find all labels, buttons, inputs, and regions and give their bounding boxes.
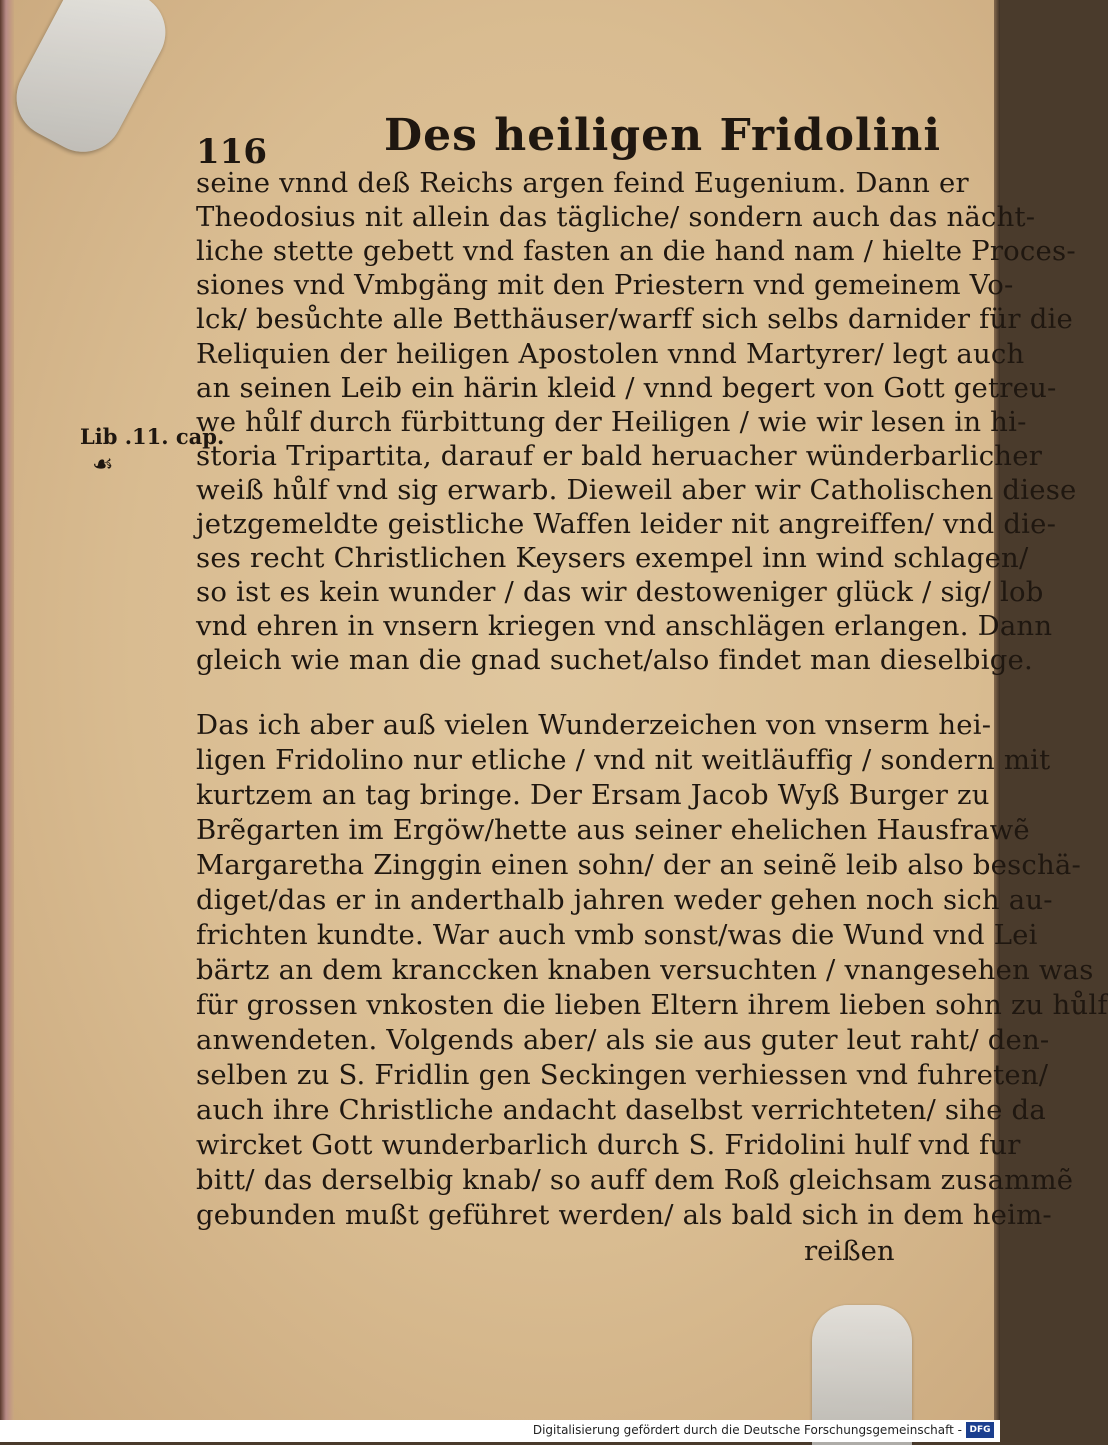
text-line: bärtz an dem kranccken knaben versuchten / vnangesehen was	[196, 954, 1094, 986]
text-line: wircket Gott wunderbarlich durch S. Fridolini hulf vnd fur	[196, 1129, 1021, 1161]
text-line: für grossen vnkosten die lieben Eltern ihrem lieben sohn zu hůlf	[196, 989, 1108, 1021]
text-line: seine vnnd deß Reichs argen feind Eugenium. Dann er	[196, 167, 969, 199]
text-line: gleich wie man die gnad suchet/also findet man dieselbige.	[196, 644, 1033, 677]
text-line: auch ihre Christliche andacht daselbst verrichteten/ sihe da	[196, 1094, 1046, 1126]
text-line: diget/das er in anderthalb jahren weder gehen noch sich au-	[196, 884, 1053, 916]
text-line: liche stette gebett vnd fasten an die hand nam / hielte Proces-	[196, 235, 1076, 268]
text-line: weiß hůlf vnd sig erwarb. Dieweil aber wir Catholischen diese	[196, 473, 1077, 506]
dfg-logo: DFG	[966, 1422, 994, 1438]
footer-bar	[0, 1420, 1000, 1442]
text-line: so ist es kein wunder / das wir destoweniger glück / sig/ lob	[196, 576, 1044, 609]
text-line: we hůlf durch fürbittung der Heiligen / wie wir lesen in hi-	[196, 405, 1027, 438]
text-line: Theodosius nit allein das tägliche/ sondern auch das nächt-	[196, 201, 1036, 234]
text-line: ses recht Christlichen Keysers exempel inn wind schlagen/	[196, 542, 1029, 575]
text-line: gebunden mußt geführet werden/ als bald sich in dem heim-	[196, 1199, 1052, 1231]
text-line: siones vnd Vmbgäng mit den Priestern vnd gemeinem Vo-	[196, 269, 1014, 302]
text-line: selben zu S. Fridlin gen Seckingen verhiessen vnd fuhreten/	[196, 1059, 1049, 1091]
text-line: Brẽgarten im Ergöw/hette aus seiner ehelichen Hausfrawẽ	[196, 814, 1030, 846]
text-line: Margaretha Zinggin einen sohn/ der an seinẽ leib also beschä-	[196, 849, 1082, 881]
text-line: bitt/ das derselbig knab/ so auff dem Roß gleichsam zusammẽ	[196, 1164, 1074, 1196]
text-line: lck/ besůchte alle Betthäuser/warff sich selbs darnider für die	[196, 303, 1073, 336]
text-line: anwendeten. Volgends aber/ als sie aus guter leut raht/ den-	[196, 1024, 1050, 1056]
text-line: frichten kundte. War auch vmb sonst/was die Wund vnd Lei	[196, 919, 1038, 951]
text-line: Das ich aber auß vielen Wunderzeichen von vnserm hei-	[196, 709, 992, 741]
running-title: Des heiligen Fridolini	[384, 110, 942, 161]
margin-reference: Lib .11. cap.	[80, 424, 225, 449]
text-line: vnd ehren in vnsern kriegen vnd anschlägen erlangen. Dann	[196, 610, 1053, 643]
margin-ornament: ☙	[92, 450, 114, 478]
text-line: Reliquien der heiligen Apostolen vnnd Martyrer/ legt auch	[196, 337, 1025, 370]
text-line: storia Tripartita, darauf er bald heruacher wünderbarlicher	[196, 439, 1043, 472]
text-line: kurtzem an tag bringe. Der Ersam Jacob Wyß Burger zu	[196, 779, 990, 811]
footer-credit: Digitalisierung gefördert durch die Deutsche Forschungsgemeinschaft -	[532, 1423, 962, 1437]
text-line: jetzgemeldte geistliche Waffen leider nit angreiffen/ vnd die-	[196, 508, 1057, 540]
catchword: reißen	[804, 1235, 895, 1267]
text-line: an seinen Leib ein härin kleid / vnnd begert von Gott getreu-	[196, 371, 1057, 404]
page-number: 116	[196, 132, 267, 172]
text-line: ligen Fridolino nur etliche / vnd nit weitläuffig / sondern mit	[196, 744, 1051, 776]
